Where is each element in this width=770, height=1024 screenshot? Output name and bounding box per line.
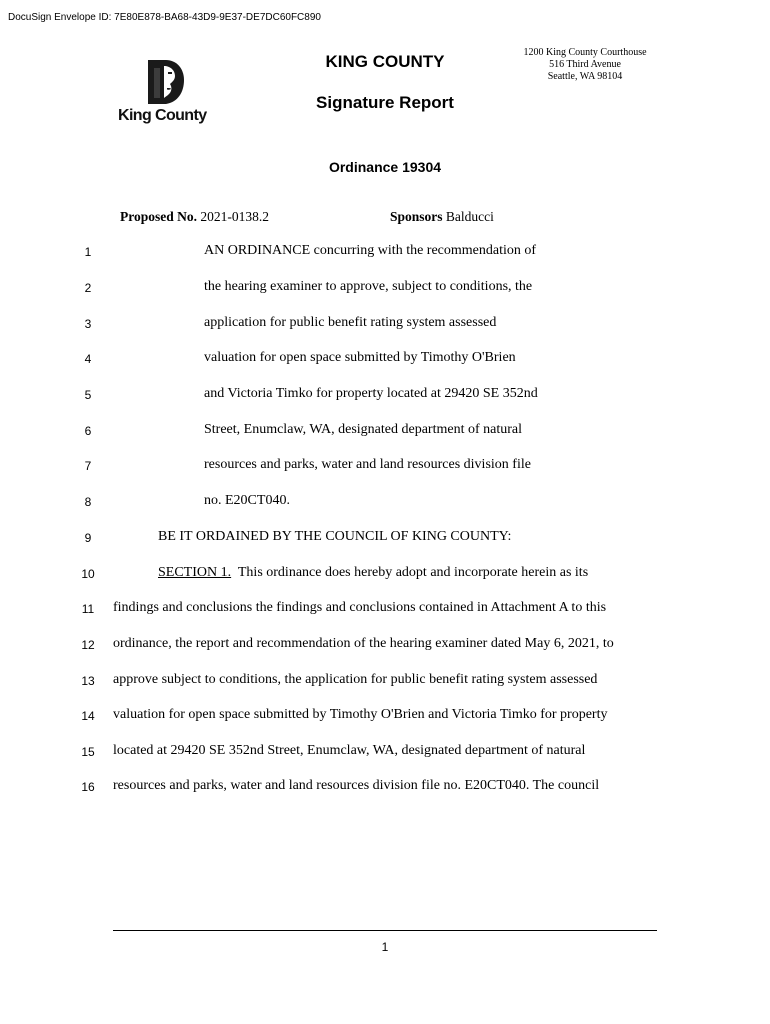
line-text: the hearing examiner to approve, subject to conditions, the xyxy=(204,279,533,294)
line-text: findings and conclusions the findings and conclusions contained in Attachment A to this xyxy=(113,600,607,615)
section-text: This ordinance does hereby adopt and incorporate herein as its xyxy=(237,565,589,580)
numbered-line xyxy=(0,386,770,406)
line-text: located at 29420 SE 352nd Street, Enumclaw, WA, designated department of natural xyxy=(113,743,586,758)
line-text: ordinance, the report and recommendation of the hearing examiner dated May 6, 2021, to xyxy=(113,636,614,651)
line-text: Street, Enumclaw, WA, designated department of natural xyxy=(204,422,523,437)
numbered-line xyxy=(0,493,770,513)
line-text: resources and parks, water and land resources division file no. E20CT040. The council xyxy=(113,778,600,793)
line-number: 11 xyxy=(81,602,95,616)
proposed-value: 2021-0138.2 xyxy=(200,209,270,224)
numbered-line xyxy=(0,243,770,263)
line-number: 6 xyxy=(84,424,92,438)
line-number: 4 xyxy=(84,352,92,366)
line-number: 7 xyxy=(84,459,92,473)
line-text: valuation for open space submitted by Timothy O'Brien and Victoria Timko for property xyxy=(113,707,608,722)
line-text: approve subject to conditions, the application for public benefit rating system assessed xyxy=(113,672,598,687)
agency-name: KING COUNTY xyxy=(325,52,445,71)
numbered-line xyxy=(0,600,770,620)
numbered-line xyxy=(0,529,770,549)
line-number: 13 xyxy=(81,674,95,688)
line-number: 1 xyxy=(84,245,92,259)
line-text: valuation for open space submitted by Timothy O'Brien xyxy=(204,350,516,365)
line-number: 12 xyxy=(81,638,95,652)
line-text: no. E20CT040. xyxy=(204,493,290,508)
sponsors-value: Balducci xyxy=(445,209,494,224)
address-block xyxy=(510,47,660,83)
logo-wordmark: King County xyxy=(118,107,207,124)
line-number: 16 xyxy=(81,780,95,794)
line-text xyxy=(158,565,588,581)
line-number: 8 xyxy=(84,495,92,509)
line-text: resources and parks, water and land resources division file xyxy=(204,457,531,472)
numbered-line xyxy=(0,707,770,727)
proposed-number xyxy=(120,209,269,225)
numbered-line xyxy=(0,315,770,335)
line-number: 9 xyxy=(84,531,92,545)
footer-divider xyxy=(113,930,657,931)
report-title: Signature Report xyxy=(316,93,454,112)
page-number: 1 xyxy=(381,940,389,954)
numbered-line xyxy=(0,672,770,692)
address-line: 1200 King County Courthouse xyxy=(523,47,647,58)
docusign-envelope-id: DocuSign Envelope ID: 7E80E878-BA68-43D9-9E37-DE7DC60FC890 xyxy=(8,12,321,23)
line-number: 15 xyxy=(81,745,95,759)
mlk-portrait-icon xyxy=(142,58,188,106)
numbered-line xyxy=(0,565,770,585)
numbered-line xyxy=(0,778,770,798)
section-heading: SECTION 1. xyxy=(158,565,232,580)
ordinance-title: Ordinance 19304 xyxy=(328,159,442,175)
line-number: 5 xyxy=(84,388,92,402)
address-line: 516 Third Avenue xyxy=(549,59,621,70)
line-text: and Victoria Timko for property located at 29420 SE 352nd xyxy=(204,386,538,401)
line-text: BE IT ORDAINED BY THE COUNCIL OF KING COUNTY: xyxy=(158,529,512,544)
line-number: 14 xyxy=(81,709,95,723)
line-number: 3 xyxy=(84,317,92,331)
line-text: AN ORDINANCE concurring with the recommendation of xyxy=(204,243,537,258)
sponsors-label: Sponsors xyxy=(390,209,443,224)
sponsors xyxy=(390,209,494,225)
numbered-line xyxy=(0,350,770,370)
line-text: application for public benefit rating system assessed xyxy=(204,315,497,330)
numbered-line xyxy=(0,457,770,477)
proposed-label: Proposed No. xyxy=(120,209,198,224)
numbered-line xyxy=(0,636,770,656)
numbered-line xyxy=(0,422,770,442)
numbered-line xyxy=(0,279,770,299)
numbered-line xyxy=(0,743,770,763)
line-number: 10 xyxy=(81,567,95,581)
line-number: 2 xyxy=(84,281,92,295)
address-line: Seattle, WA 98104 xyxy=(547,71,623,82)
king-county-logo xyxy=(118,58,214,128)
